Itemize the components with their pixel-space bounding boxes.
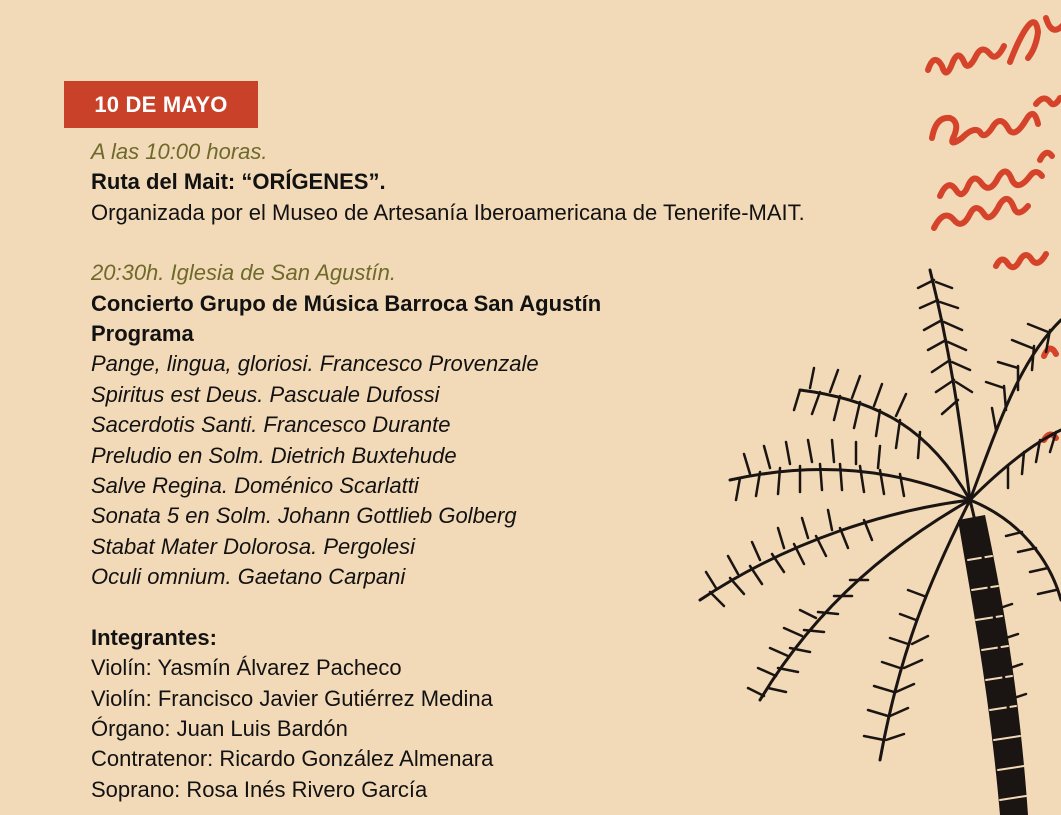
spacer [91, 228, 951, 258]
program-item: Preludio en Solm. Dietrich Buxtehude [91, 442, 457, 468]
date-badge-label: 10 DE MAYO [94, 91, 228, 117]
program-item: Stabat Mater Dolorosa. Pergolesi [91, 533, 416, 559]
event-1-title: Ruta del Mait: “ORÍGENES”. [91, 169, 386, 195]
program-heading: Programa [91, 321, 194, 347]
event-2-title: Concierto Grupo de Música Barroca San Agustín [91, 290, 602, 316]
member-item: Violín: Francisco Javier Gutiérrez Medina [91, 685, 493, 711]
program-item: Sacerdotis Santi. Francesco Durante [91, 412, 451, 438]
event-1-organizer: Organizada por el Museo de Artesanía Iberoamericana de Tenerife-MAIT. [91, 199, 805, 225]
event-details [91, 137, 951, 805]
event-2-time-place: 20:30h. Iglesia de San Agustín. [91, 260, 396, 286]
program-item: Pange, lingua, gloriosi. Francesco Provenzale [91, 351, 539, 377]
member-item: Soprano: Rosa Inés Rivero García [91, 776, 428, 802]
program-item: Salve Regina. Doménico Scarlatti [91, 473, 419, 499]
member-item: Órgano: Juan Luis Bardón [91, 715, 348, 741]
member-item: Contratenor: Ricardo González Almenara [91, 746, 494, 772]
member-item: Violín: Yasmín Álvarez Pacheco [91, 655, 402, 681]
date-badge [64, 81, 258, 128]
program-item: Spiritus est Deus. Pascuale Dufossi [91, 381, 440, 407]
members-heading: Integrantes: [91, 624, 217, 650]
spacer [91, 593, 951, 623]
program-item: Sonata 5 en Solm. Johann Gottlieb Golberg [91, 503, 517, 529]
event-1-time: A las 10:00 horas. [91, 139, 268, 164]
program-item: Oculi omnium. Gaetano Carpani [91, 564, 406, 590]
